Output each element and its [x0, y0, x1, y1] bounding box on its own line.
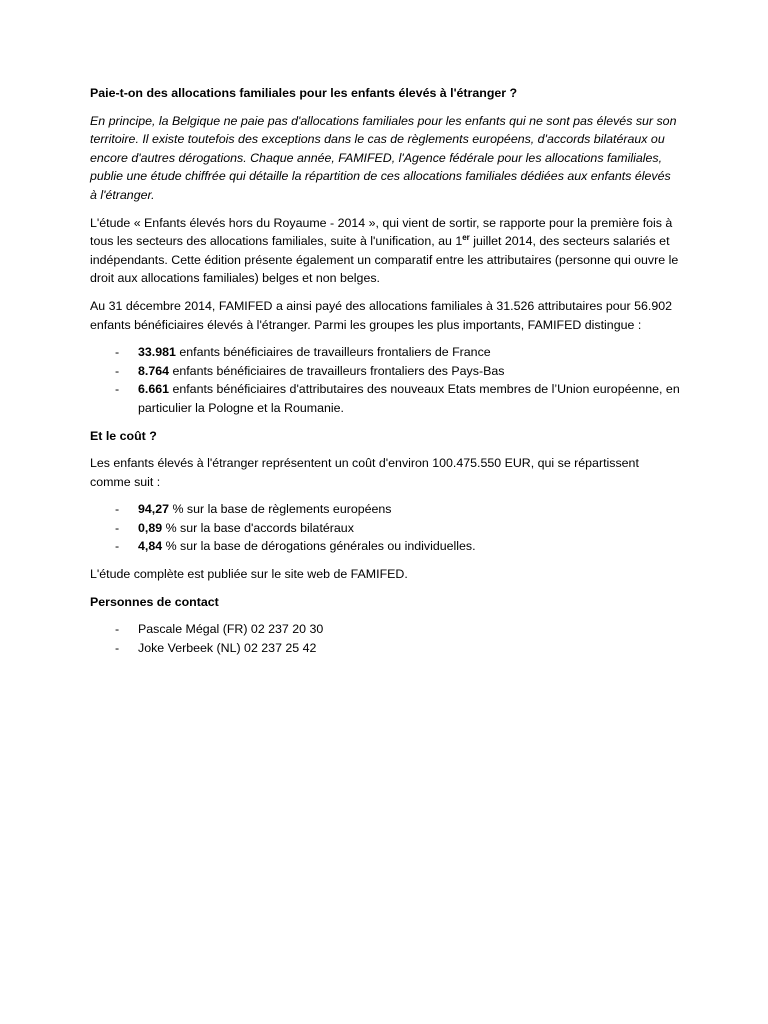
dash-bullet: -: [115, 640, 120, 655]
cost-paragraph: Les enfants élevés à l'étranger représentent un coût d'environ 100.475.550 EUR, qui se répartissent comme suit :: [90, 456, 639, 489]
study-superscript: er: [462, 233, 470, 243]
dash-bullet: -: [115, 345, 120, 360]
document-page: [90, 84, 680, 666]
cost-number: 4,84: [138, 539, 163, 554]
dash-bullet: -: [115, 363, 120, 378]
contacts-heading: Personnes de contact: [90, 594, 219, 609]
contact-entry: Joke Verbeek (NL) 02 237 25 42: [138, 640, 317, 655]
dash-bullet: -: [115, 502, 120, 517]
list-item: [90, 380, 680, 417]
dash-bullet: -: [115, 622, 120, 637]
dash-bullet: -: [115, 382, 120, 397]
group-text: enfants bénéficiaires de travailleurs frontaliers de France: [175, 345, 491, 360]
groups-list: [90, 343, 680, 417]
document-title: Paie-t-on des allocations familiales pour les enfants élevés à l'étranger ?: [90, 86, 518, 100]
cost-number: 0,89: [138, 520, 163, 535]
group-number: 8.764: [138, 363, 170, 378]
list-item: [90, 343, 680, 362]
group-text: enfants bénéficiaires de travailleurs frontaliers des Pays-Bas: [169, 363, 505, 378]
cost-list: [90, 500, 680, 556]
dash-bullet: -: [115, 539, 120, 554]
list-item: [90, 620, 680, 639]
study-text-after: juillet 2014, des secteurs salariés et indépendants. Cette édition présente également un comparatif entre les attributaires (personne qui ouvre le droit aux allocations familiales) belges et non belges.: [90, 234, 679, 286]
cost-text: % sur la base de règlements européens: [169, 502, 392, 517]
contact-entry: Pascale Mégal (FR) 02 237 20 30: [138, 622, 324, 637]
list-item: [90, 639, 680, 658]
dash-bullet: -: [115, 520, 120, 535]
list-item: [90, 500, 680, 519]
study-text-before: L'étude « Enfants élevés hors du Royaume - 2014 », qui vient de sortir, se rapporte pour la première fois à tous les secteurs des allocations familiales, suite à l'unification, au 1: [90, 215, 673, 249]
list-item: [90, 519, 680, 538]
intro-paragraph: En principe, la Belgique ne paie pas d'allocations familiales pour les enfants qui ne sont pas élevés sur son territoire. Il existe toutefois des exceptions dans le cas de règlements européens, d'accords bilatéraux ou encore d'autres dérogations. Chaque année, FAMIFED, l'Agence fédérale pour les allocations familiales, publie une étude chiffrée qui détaille la répartition de ces allocations familiales dédiées aux enfants élevés à l'étranger.: [90, 113, 677, 202]
group-number: 33.981: [138, 345, 176, 360]
cost-heading: Et le coût ?: [90, 428, 157, 443]
cost-text: % sur la base d'accords bilatéraux: [162, 520, 354, 535]
cost-text: % sur la base de dérogations générales ou individuelles.: [162, 539, 476, 554]
group-number: 6.661: [138, 382, 170, 397]
contacts-list: [90, 620, 680, 657]
list-item: [90, 537, 680, 556]
list-item: [90, 362, 680, 381]
group-text: enfants bénéficiaires d'attributaires des nouveaux Etats membres de l’Union européenne, en particulier la Pologne et la Roumanie.: [138, 382, 680, 415]
cost-number: 94,27: [138, 502, 170, 517]
payment-paragraph: Au 31 décembre 2014, FAMIFED a ainsi payé des allocations familiales à 31.526 attributaires pour 56.902 enfants bénéficiaires élevés à l'étranger. Parmi les groupes les plus importants, FAMIFED distingue :: [90, 298, 673, 332]
publication-paragraph: L'étude complète est publiée sur le site web de FAMIFED.: [90, 567, 408, 582]
study-paragraph: [90, 214, 680, 288]
